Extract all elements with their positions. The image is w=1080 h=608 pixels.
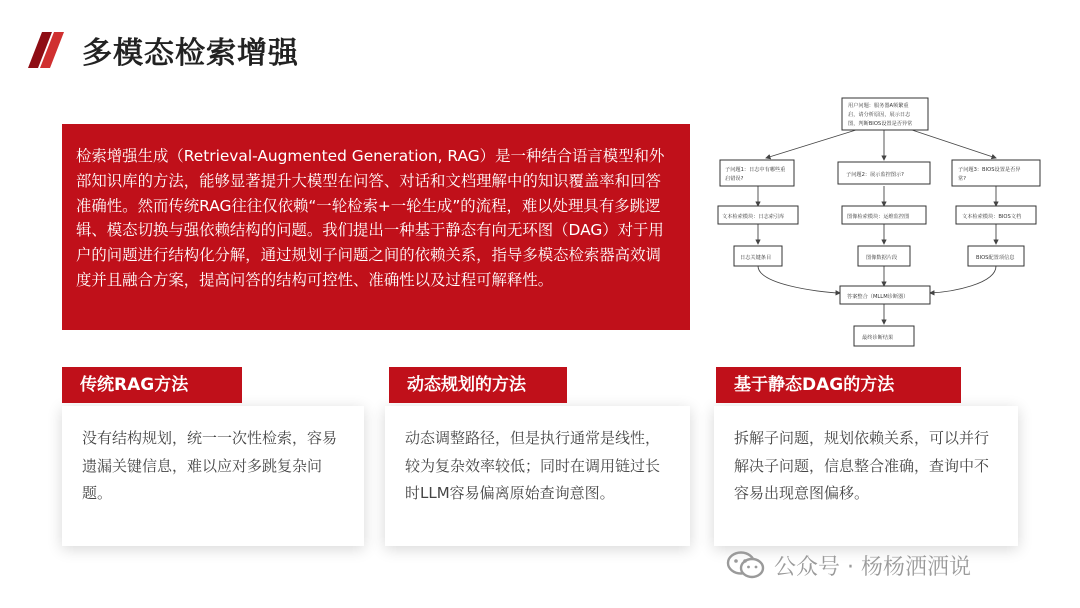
card-traditional-rag-text: 没有结构规划，统一一次性检索，容易遗漏关键信息，难以应对多跳复杂问题。	[82, 429, 338, 502]
svg-text:图像检索模块：运维监控图: 图像检索模块：运维监控图	[847, 214, 910, 220]
svg-text:最终诊断结果: 最终诊断结果	[862, 335, 894, 341]
card-traditional-rag-title: 传统RAG方法	[62, 367, 242, 403]
card-static-dag	[714, 406, 1018, 546]
flow-node-retriever-3	[956, 206, 1036, 224]
svg-text:答案整合（MLLM诊断器）: 答案整合（MLLM诊断器）	[847, 294, 909, 300]
flow-node-subquestion-3	[952, 160, 1040, 186]
flow-node-retriever-2	[842, 206, 926, 224]
card-dynamic-planning-title: 动态规划的方法	[389, 367, 567, 403]
flow-node-retriever-1	[718, 206, 798, 224]
svg-text:子问题1：日志中有哪些重: 子问题1：日志中有哪些重	[725, 167, 786, 173]
card-dynamic-planning	[385, 406, 690, 546]
svg-text:常?: 常?	[958, 176, 966, 182]
svg-text:图，判断BIOS设置是否异常: 图，判断BIOS设置是否异常	[848, 121, 913, 127]
watermark-text: 公众号 · 杨杨洒洒说	[774, 554, 971, 580]
svg-text:文本检索模块：BIOS文档: 文本检索模块：BIOS文档	[962, 214, 1022, 220]
svg-text:子问题2：展示监控图示?: 子问题2：展示监控图示?	[846, 172, 904, 178]
dag-flowchart	[716, 96, 1060, 350]
svg-text:文本检索模块：日志索引库: 文本检索模块：日志索引库	[722, 214, 785, 220]
intro-panel	[62, 124, 690, 330]
brand-stripes-logo	[28, 30, 66, 70]
flow-node-root	[842, 98, 928, 130]
svg-text:日志关键条目: 日志关键条目	[740, 255, 772, 261]
card-traditional-rag	[62, 406, 364, 546]
svg-text:子问题3：BIOS设置是否异: 子问题3：BIOS设置是否异	[958, 167, 1021, 173]
page-title: 多模态检索增强	[82, 36, 299, 71]
card-static-dag-title: 基于静态DAG的方法	[716, 367, 961, 403]
svg-text:启，请分析原因，展示日志: 启，请分析原因，展示日志	[848, 112, 911, 118]
flow-node-final	[854, 326, 914, 346]
wechat-icon	[726, 550, 766, 580]
svg-text:图像数据片段: 图像数据片段	[866, 255, 898, 261]
card-dynamic-planning-text: 动态调整路径，但是执行通常是线性，较为复杂效率较低；同时在调用链过长时LLM容易偏离原始查询意图。	[405, 429, 661, 502]
svg-text:用户问题：服务器A频繁重: 用户问题：服务器A频繁重	[848, 103, 909, 109]
svg-text:启错误?: 启错误?	[725, 176, 744, 182]
flow-node-subquestion-1	[720, 160, 794, 186]
watermark	[726, 548, 971, 582]
flow-node-subquestion-2	[838, 162, 930, 184]
flow-node-fusion	[840, 286, 930, 304]
card-static-dag-text: 拆解子问题，规划依赖关系，可以并行解决子问题，信息整合准确，查询中不容易出现意图偏移。	[734, 429, 990, 502]
intro-text: 检索增强生成（Retrieval-Augmented Generation, RAG）是一种结合语言模型和外部知识库的方法，能够显著提升大模型在问答、对话和文档理解中的知识覆盖率和回答准确性。然而传统RAG往往仅依赖“一轮检索+一轮生成”的流程，难以处理具有多跳逻辑、模态切换与强依赖结构的问题。我们提出一种基于静态有向无环图（DAG）对于用户的问题进行结构化分解，通过规划子问题之间的依赖关系，指导多模态检索器高效调度并且融合方案，提高问答的结构可控性、准确性以及过程可解释性。	[76, 147, 665, 289]
flow-node-result-1	[734, 246, 782, 266]
svg-text:BIOS配置项信息: BIOS配置项信息	[976, 255, 1015, 261]
flow-node-result-3	[968, 246, 1024, 266]
flow-node-result-2	[858, 246, 910, 266]
